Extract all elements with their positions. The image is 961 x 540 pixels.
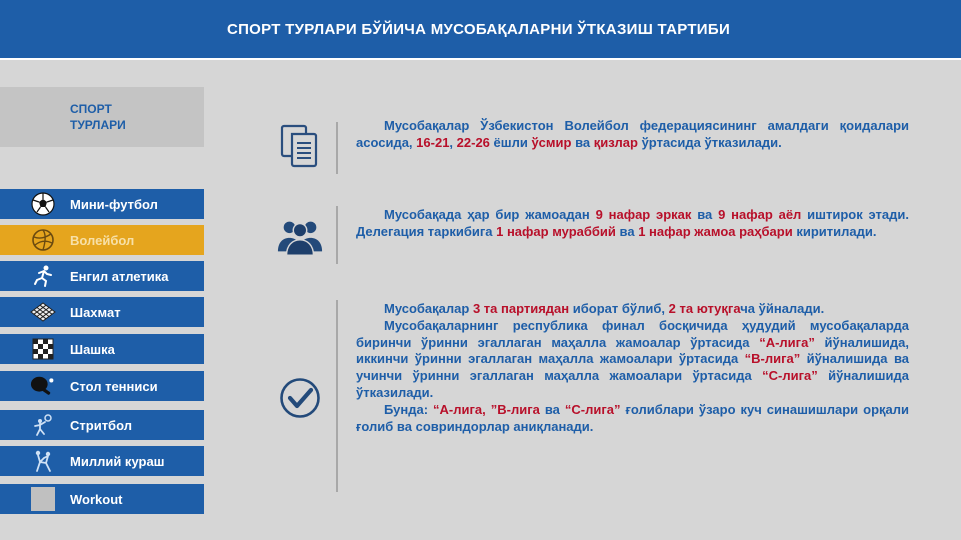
sidebar-item-chess[interactable] [0, 297, 204, 327]
runner-icon [30, 263, 56, 289]
volleyball-icon [30, 227, 56, 253]
header-divider [0, 58, 961, 60]
highlight-segment: 22-26 [456, 134, 490, 150]
text-segment: ва [571, 134, 594, 150]
sidebar-item-streetball[interactable] [0, 410, 204, 440]
rule-paragraph [356, 301, 909, 318]
sidebar-item-volleyball[interactable] [0, 225, 204, 255]
highlight-segment: га [727, 301, 741, 316]
rule-row-age-groups [268, 118, 918, 178]
sidebar-item-label: Workout [70, 491, 123, 507]
rule-row-match-format [268, 300, 918, 496]
workout-icon [30, 486, 56, 512]
row-divider [336, 122, 338, 174]
text-segment: Мусобақада ҳар бир жамоадан [384, 207, 596, 222]
page-title: СПОРТ ТУРЛАРИ БЎЙИЧА МУСОБАҚАЛАРНИ ЎТКАЗИШ ТАРТИБИ [226, 20, 731, 38]
rule-paragraph [356, 318, 909, 402]
highlight-segment: 1 нафар мураббий [496, 223, 616, 239]
text-segment: , [449, 134, 457, 150]
highlight-segment: ўсмир [531, 134, 572, 150]
highlight-segment: “В-лига” [744, 351, 801, 367]
text-segment: йўналишида ва учинчи ўринни эгаллаган маҳалла жамоалари ўртасида [356, 351, 909, 384]
sidebar-item-label: Шашка [70, 341, 115, 357]
highlight-segment: 9 нафар эркак [595, 207, 692, 222]
text-segment: киритилади. [792, 223, 877, 239]
sidebar-item-label: Волейбол [70, 232, 135, 248]
row-divider [336, 206, 338, 264]
rule-text [356, 118, 909, 152]
sidebar-title-box [0, 87, 204, 147]
text-segment: Мусобақалар Ўзбекистон [384, 118, 565, 133]
text-segment: ва [691, 207, 719, 222]
rule-text [356, 207, 909, 241]
text-segment: йўналишида, иккинчи ўринни эгаллаган маҳалла жамоалари ўртасида [356, 334, 909, 367]
team-icon [276, 212, 324, 260]
highlight-segment: “С-лига” [564, 401, 621, 417]
sidebar-item-label: Миллий кураш [70, 453, 165, 469]
sidebar-item-label: Мини-футбол [70, 196, 158, 212]
chess-board-icon [30, 299, 56, 325]
sidebar-item-workout[interactable] [0, 484, 204, 514]
highlight-segment: қизлар [593, 134, 638, 150]
row-divider [336, 300, 338, 492]
rule-row-team-composition [268, 206, 918, 266]
highlight-segment: 9 нафар аёл [718, 207, 802, 222]
rule-paragraph [356, 118, 909, 152]
sidebar-title-line1: СПОРТ [70, 102, 112, 116]
sidebar-item-checkers[interactable] [0, 334, 204, 364]
soccer-ball-icon [30, 191, 56, 217]
text-segment: иштирок этади. Делегация таркибига [356, 207, 909, 239]
text-segment: Бунда: [384, 401, 434, 417]
highlight-segment: “А-лига, ”В-лига [433, 401, 540, 417]
table-tennis-icon [30, 373, 56, 399]
text-segment: Волейбол [564, 118, 629, 133]
sidebar-item-label: Шахмат [70, 304, 121, 320]
streetball-icon [30, 412, 56, 438]
highlight-segment: 2 та ютуқ [668, 301, 728, 316]
sidebar-item-label: Стол тенниси [70, 378, 158, 394]
highlight-segment: 3 та партиядан [472, 301, 570, 316]
text-segment: ча ўйналади. [740, 301, 825, 316]
checkmark-circle-icon [276, 374, 324, 422]
sidebar-item-athletics[interactable] [0, 261, 204, 291]
text-segment: Мусобақалар [384, 301, 473, 316]
rule-text [356, 301, 909, 435]
highlight-segment: 1 нафар жамоа раҳбари [638, 223, 793, 239]
text-segment: ва [539, 401, 565, 417]
sidebar-item-label: Стритбол [70, 417, 132, 433]
header-bar [0, 0, 961, 58]
text-segment: ёшли [489, 134, 532, 150]
text-segment: федерациясининг амалдаги қоидалари асосида, [356, 118, 910, 150]
text-segment: ва [615, 223, 639, 239]
text-segment: ғолиблари ўзаро куч синашишлари орқали ғолиб ва совриндорлар аниқланади. [356, 401, 909, 434]
highlight-segment: 16-21 [416, 134, 450, 150]
documents-icon [276, 122, 324, 170]
text-segment: йўналишида ўтказилади. [356, 368, 909, 400]
text-segment: иборат бўлиб, [569, 301, 669, 316]
rule-paragraph [356, 402, 909, 436]
text-segment: ўртасида ўтказилади. [637, 134, 782, 150]
sidebar-item-mini-football[interactable] [0, 189, 204, 219]
wrestling-icon [30, 448, 56, 474]
sidebar-title-line2: ТУРЛАРИ [70, 118, 126, 132]
sidebar-title [70, 101, 170, 133]
highlight-segment: “С-лига” [762, 368, 818, 384]
rule-paragraph [356, 207, 909, 241]
checkers-icon [30, 336, 56, 362]
sidebar-item-national-wrestling[interactable] [0, 446, 204, 476]
text-segment: Мусобақаларнинг республика финал босқичида ҳудудий мусобақаларда биринчи ўринни эгаллаган маҳалла жамоалар ўртасида [356, 317, 909, 350]
highlight-segment: “А-лига” [759, 334, 815, 350]
sidebar-item-table-tennis[interactable] [0, 371, 204, 401]
sidebar-item-label: Енгил атлетика [70, 268, 169, 284]
